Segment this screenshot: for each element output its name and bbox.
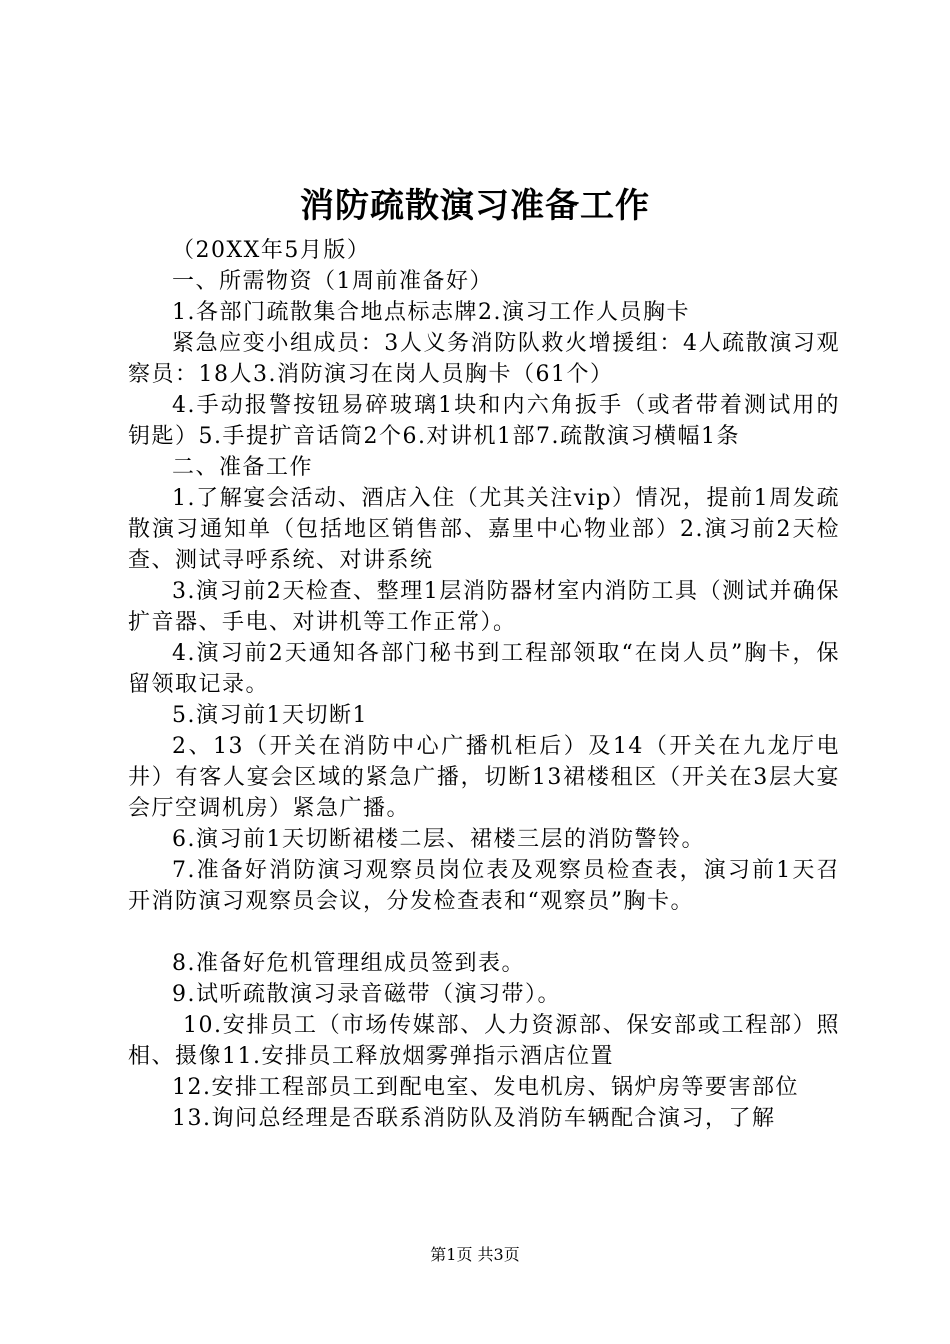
paragraph: 3.演习前2天检查、整理1层消防器材室内消防工具（测试并确保扩音器、手电、对讲机等工作正常）。 xyxy=(128,579,840,635)
paragraph: 1.各部门疏散集合地点标志牌2.演习工作人员胸卡 xyxy=(172,300,690,325)
paragraph-edition: （20XX年5月版） xyxy=(172,238,371,263)
paragraph: 紧急应变小组成员：3人义务消防队救火增援组：4人疏散演习观察员：18人3.消防演习在岗人员胸卡（61个） xyxy=(128,331,840,387)
paragraph: 4.演习前2天通知各部门秘书到工程部领取“在岗人员”胸卡，保留领取记录。 xyxy=(128,641,840,697)
paragraph: 6.演习前1天切断裙楼二层、裙楼三层的消防警铃。 xyxy=(172,827,705,852)
document-body xyxy=(128,235,840,1134)
document-title: 消防疏散演习准备工作 xyxy=(300,186,650,226)
paragraph: 5.演习前1天切断1 xyxy=(172,703,368,728)
paragraph: 4.手动报警按钮易碎玻璃1块和内六角扳手（或者带着测试用的钥匙）5.手提扩音话筒2个6.对讲机1部7.疏散演习横幅1条 xyxy=(128,393,840,449)
paragraph: 1.了解宴会活动、酒店入住（尤其关注vip）情况，提前1周发疏散演习通知单（包括地区销售部、嘉里中心物业部）2.演习前2天检查、测试寻呼系统、对讲系统 xyxy=(128,486,840,573)
paragraph: 9.试听疏散演习录音磁带（演习带）。 xyxy=(172,982,561,1007)
section-heading-preparation: 二、准备工作 xyxy=(172,455,314,480)
paragraph: 7.准备好消防演习观察员岗位表及观察员检查表，演习前1天召开消防演习观察员会议，分发检查表和“观察员”胸卡。 xyxy=(128,858,840,914)
paragraph: 8.准备好危机管理组成员签到表。 xyxy=(172,951,525,976)
paragraph: 10.安排员工（市场传媒部、人力资源部、保安部或工程部）照相、摄像11.安排员工释放烟雾弹指示酒店位置 xyxy=(128,1013,840,1069)
paragraph: 13.询问总经理是否联系消防队及消防车辆配合演习，了解 xyxy=(172,1106,776,1131)
section-heading-materials: 一、所需物资（1周前准备好） xyxy=(172,269,493,294)
paragraph-spacer xyxy=(128,917,840,948)
page-footer: 第1页 共3页 xyxy=(430,1245,520,1264)
paragraph: 2、13（开关在消防中心广播机柜后）及14（开关在九龙厅电井）有客人宴会区域的紧急广播，切断13裙楼租区（开关在3层大宴会厅空调机房）紧急广播。 xyxy=(128,734,840,821)
paragraph: 12.安排工程部员工到配电室、发电机房、锅炉房等要害部位 xyxy=(172,1075,799,1100)
